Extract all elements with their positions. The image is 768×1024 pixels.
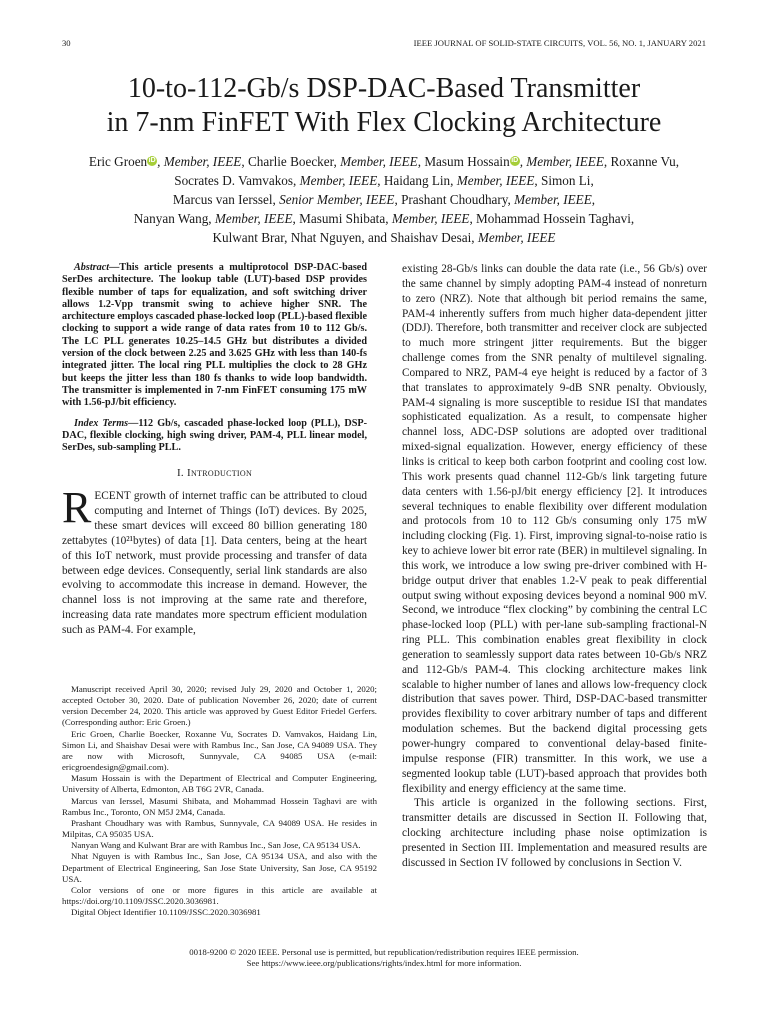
author-line-4: Nanyan Wang, Member, IEEE, Masumi Shibata, Member, IEEE, Mohammad Hossein Taghavi, (133, 211, 635, 226)
title-line-1: 10-to-112-Gb/s DSP-DAC-Based Transmitter (127, 73, 641, 104)
page-header (62, 38, 706, 50)
author-line-1: Eric Groen iD , Member, IEEE, Charlie Boecker, Member, IEEE, Masum Hossain iD , Member, IEEE, Roxanne Vu, (88, 154, 680, 169)
running-head: IEEE JOURNAL OF SOLID-STATE CIRCUITS, VOL. 56, NO. 1, JANUARY 2021 (413, 38, 706, 48)
abstract: Abstract—This article presents a multiprotocol DSP-DAC-based SerDes architecture. The lookup table (LUT)-based DSP provides flexible number of taps for equalization, and soft switching driver allows 1.2-Vpp transmit swing to achieve higher SNR. The architecture employs cascaded phase-locked loop (PLL)-based flexible clocking to support a wide range of data rates from 10 to 112 Gb/s. The LC PLL generates 10.25–14.5 GHz but distributes a divided version of the clock between 2.25 and 3.625 GHz with less than 140-fs integrated jitter. The local ring PLL multiplies the clock to 28 GHz but keeps the jitter less than 180 fs thanks to wide loop bandwidth. The transmitter is implemented in 7-nm FinFET consuming 175 mW with 1.56-pJ/bit efficiency. (62, 262, 367, 409)
right-column (402, 262, 707, 871)
footnote-doi: Digital Object Identifier 10.1109/JSSC.2020.3036981 (71, 907, 261, 918)
section-heading: I. Introduction (176, 467, 253, 480)
title-line-2: in 7-nm FinFET With Flex Clocking Architecture (106, 107, 662, 138)
paper-title (40, 72, 728, 140)
index-terms: Index Terms—112 Gb/s, cascaded phase-locked loop (PLL), DSP-DAC, flexible clocking, high swing driver, PAM-4, PLL linear model, SerDes, sub-sampling PLL. (62, 417, 367, 454)
copyright-notice (62, 947, 706, 969)
footnote: Nhat Nguyen is with Rambus Inc., San Jose, CA 95134 USA, and also with the Department of Electrical Engineering, San Jose State University, San Jose, CA 95192 USA. (62, 851, 377, 884)
author-list (50, 152, 718, 247)
body-paragraph: This article is organized in the following sections. First, transmitter details are discussed in Section II. Following that, clocking architecture including phase noise optimization is presented in Section III. Implementation and measured results are discussed in Section IV followed by conclusions in Section V. (402, 797, 707, 869)
footnote: Manuscript received April 30, 2020; revised July 29, 2020 and October 1, 2020; accepted October 30, 2020. Date of publication November 26, 2020; date of current version December 24, 2020. This article was approved by Guest Editor Friedel Gerfers. (Corresponding author: Eric Groen.) (62, 684, 377, 728)
drop-cap: R (62, 483, 92, 533)
author-line-2: Socrates D. Vamvakos, Member, IEEE, Haidang Lin, Member, IEEE, Simon Li, (174, 173, 594, 188)
intro-paragraph: RECENT growth of internet traffic can be attributed to cloud computing and Internet of Things (IoT) devices. By 2025, these smart devices will exceed 80 billion generating 180 zettabytes (10²¹bytes) of data [1]. Data centers, being at the heart of this IoT network, must provide processing and transfer of data between edge devices. Consequently, serial link standards are also evolving to accommodate this increase in demand. However, the channel loss is not improving at the same rate and therefore, increasing data rate mandates more spectrum efficient modulation such as PAM-4. For example, (62, 483, 367, 636)
page-number: 30 (62, 38, 71, 48)
copyright-line-2[interactable]: See https://www.ieee.org/publications/rights/index.html for more information. (246, 958, 522, 968)
orcid-icon[interactable]: iD (148, 157, 156, 164)
body-paragraph: existing 28-Gb/s links can double the data rate (i.e., 56 Gb/s) over the same channel by simply adopting PAM-4 instead of nonreturn to zero (NRZ). Note that although bit period remains the same, PAM-4 inherently suffers from much higher data-dependent jitter (DDJ). Therefore, both transmitter and receiver clock are subjected to much more stringent jitter requirements. But the bigger challenge comes from the SNR penalty of multilevel signaling. Compared to NRZ, PAM-4 eye height is reduced by a factor of 3 that translates to approximately 9-dB SNR penalty. Obviously, PAM-4 signaling is more susceptible to residue ISI that mandates sophisticated equalization. As a result, to compensate higher channel loss, ADC-DSP solutions are adopted over traditional mixed-signal equalization. However, energy efficiency of these links is critical to keep both carbon footprint and cooling cost low. This work presents quad channel 112-Gb/s link targeting future data centers with 1.56-pJ/bit energy efficiency [2]. It introduces several techniques to enable flexibility over different modulation and protocols from 10 to 112 Gb/s consuming only 175 mW including clocking (Fig. 1). First, improving signal-to-noise ratio is key to achieve lower bit error rate (BER) in multilevel signaling. In this work, we introduce a low swing pre-driver combined with H-bridge output driver that enables 1.2-V peak to peak differential output swing without exposing devices beyond a nominal 900 mV. Second, we introduce “flex clocking” by combining the central LC phase-locked loop (PLL) with per-lane sub-sampling fractional-N ring PLL. This combination enables great flexibility in clock generation to seamlessly support data rates between 10-Gb/s NRZ and 112-Gb/s PAM-4. This clocking architecture makes link scalable to higher number of lanes and allows low-frequency clock distribution that saves power. Third, DSP-DAC-based transmitter provides flexibility to cover arbitrary number of taps and different modulation schemes. But the backend digital processing gets power-hungry compared to conventional delay-based finite-impulse response (FIR) transmitter. In this work, we use a segmented lookup table (LUT)-based approach that provides both flexibility and energy efficiency at the same time. (402, 263, 707, 795)
author-line-5: Kulwant Brar, Nhat Nguyen, and Shaishav Desai, Member, IEEE (212, 230, 556, 245)
copyright-line-1: 0018-9200 © 2020 IEEE. Personal use is permitted, but republication/redistribution requires IEEE permission. (189, 947, 579, 957)
footnote: Prashant Choudhary was with Rambus, Sunnyvale, CA 94089 USA. He resides in Milpitas, CA 95035 USA. (62, 817, 377, 840)
footnote: Eric Groen, Charlie Boecker, Roxanne Vu, Socrates D. Vamvakos, Haidang Lin, Simon Li, and Shaishav Desai were with Rambus Inc., San Jose, CA 94089 USA. They are now with Microsoft, Sunnyvale, CA 94085 USA (e-mail: ericgroendesign@gmail.com). (62, 728, 377, 773)
footnote: Masum Hossain is with the Department of Electrical and Computer Engineering, University of Alberta, Edmonton, AB T6G 2VR, Canada. (62, 773, 377, 795)
footnote[interactable]: Color versions of one or more figures in this article are available at https://doi.org/10.1109/JSSC.2020.3036981. (62, 884, 377, 906)
footnote: Nanyan Wang and Kulwant Brar are with Rambus Inc., San Jose, CA 95134 USA. (71, 840, 361, 851)
orcid-icon[interactable]: iD (511, 157, 519, 164)
author-line-3: Marcus van Ierssel, Senior Member, IEEE, Prashant Choudhary, Member, IEEE, (172, 192, 596, 207)
footnote: Marcus van Ierssel, Masumi Shibata, and Mohammad Hossein Taghavi are with Rambus Inc., Toronto, ON M5J 2M4, Canada. (62, 795, 377, 817)
left-column (62, 262, 367, 638)
footnotes (62, 684, 377, 918)
